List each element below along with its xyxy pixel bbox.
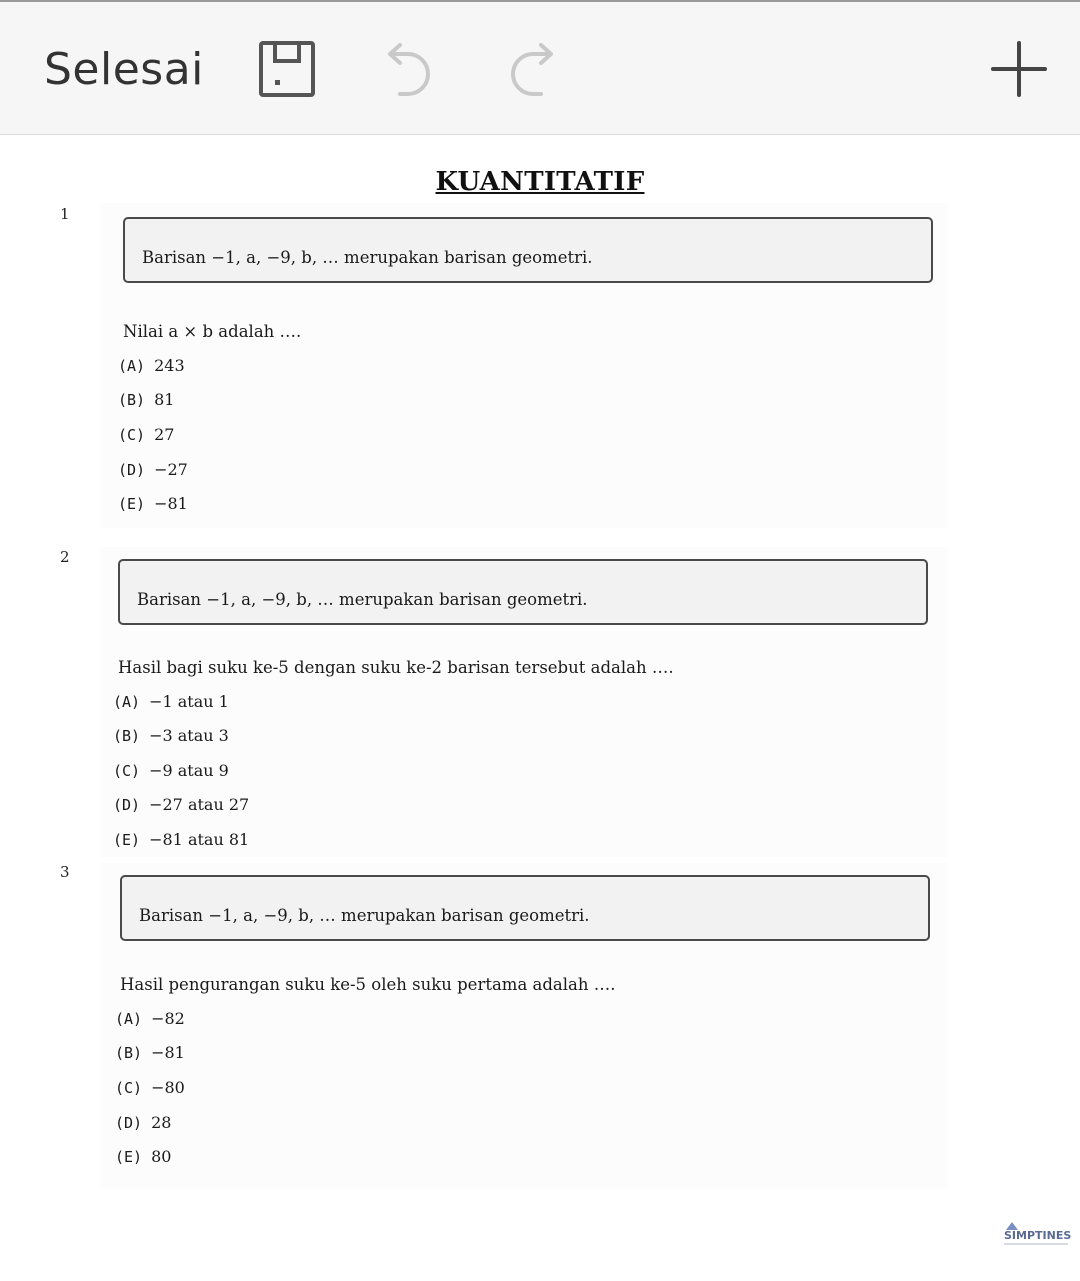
- answer-option[interactable]: [115, 1009, 185, 1028]
- answer-option[interactable]: [115, 1078, 185, 1097]
- option-letter: (D): [113, 796, 141, 814]
- question-card: [100, 863, 948, 1188]
- answer-option[interactable]: [113, 761, 229, 780]
- option-letter: (B): [113, 727, 141, 745]
- save-icon[interactable]: [258, 40, 316, 103]
- option-text: −1 atau 1: [149, 692, 229, 711]
- option-letter: (E): [115, 1148, 143, 1166]
- question-card: [100, 547, 948, 857]
- question-prompt: Hasil pengurangan suku ke-5 oleh suku pertama adalah ….: [120, 975, 616, 994]
- option-letter: (A): [118, 357, 146, 375]
- option-letter: (D): [115, 1114, 143, 1132]
- option-text: −81: [151, 1043, 185, 1062]
- option-text: 28: [151, 1113, 172, 1132]
- option-text: −82: [151, 1009, 185, 1028]
- redo-icon[interactable]: [505, 42, 559, 103]
- watermark-text: SIMPTINES: [1004, 1229, 1072, 1242]
- answer-option[interactable]: [113, 692, 229, 711]
- option-text: −3 atau 3: [149, 726, 229, 745]
- question-prompt: Nilai a × b adalah ….: [123, 322, 302, 341]
- answer-option[interactable]: [113, 795, 249, 814]
- option-letter: (B): [115, 1044, 143, 1062]
- option-text: 80: [151, 1147, 172, 1166]
- question-number: 2: [60, 548, 70, 566]
- question-stem-text: Barisan −1, a, −9, b, … merupakan barisan geometri.: [139, 906, 590, 925]
- option-letter: (E): [118, 495, 146, 513]
- option-letter: (A): [115, 1010, 143, 1028]
- answer-option[interactable]: [115, 1113, 171, 1132]
- option-text: 243: [154, 356, 185, 375]
- question-stem-box: [118, 559, 928, 625]
- document-page: [0, 135, 1080, 1281]
- option-text: −81: [154, 494, 188, 513]
- option-letter: (E): [113, 831, 141, 849]
- option-text: −27: [154, 460, 188, 479]
- option-text: −80: [151, 1078, 185, 1097]
- question-prompt: Hasil bagi suku ke-5 dengan suku ke-2 barisan tersebut adalah ….: [118, 658, 674, 677]
- answer-option[interactable]: [118, 356, 185, 375]
- watermark-logo: [1000, 1220, 1072, 1253]
- editor-toolbar: [0, 2, 1080, 135]
- option-letter: (D): [118, 461, 146, 479]
- option-text: −9 atau 9: [149, 761, 229, 780]
- answer-option[interactable]: [113, 726, 229, 745]
- option-text: 27: [154, 425, 175, 444]
- question-stem-text: Barisan −1, a, −9, b, … merupakan barisan geometri.: [142, 248, 593, 267]
- done-button[interactable]: Selesai: [44, 44, 204, 95]
- question-number: 3: [60, 863, 70, 881]
- option-text: −81 atau 81: [149, 830, 250, 849]
- answer-option[interactable]: [118, 494, 188, 513]
- question-card: [100, 203, 948, 528]
- add-icon[interactable]: [990, 40, 1048, 103]
- answer-option[interactable]: [118, 460, 188, 479]
- answer-option[interactable]: [118, 390, 174, 409]
- answer-option[interactable]: [118, 425, 174, 444]
- question-number: 1: [60, 205, 70, 223]
- option-letter: (C): [118, 426, 146, 444]
- question-stem-box: [123, 217, 933, 283]
- option-letter: (C): [113, 762, 141, 780]
- option-text: 81: [154, 390, 175, 409]
- document-title: KUANTITATIF: [435, 167, 645, 197]
- option-letter: (B): [118, 391, 146, 409]
- answer-option[interactable]: [115, 1043, 185, 1062]
- option-letter: (C): [115, 1079, 143, 1097]
- option-text: −27 atau 27: [149, 795, 250, 814]
- undo-icon[interactable]: [382, 42, 436, 103]
- answer-option[interactable]: [113, 830, 249, 849]
- answer-option[interactable]: [115, 1147, 171, 1166]
- question-stem-box: [120, 875, 930, 941]
- option-letter: (A): [113, 693, 141, 711]
- question-stem-text: Barisan −1, a, −9, b, … merupakan barisan geometri.: [137, 590, 588, 609]
